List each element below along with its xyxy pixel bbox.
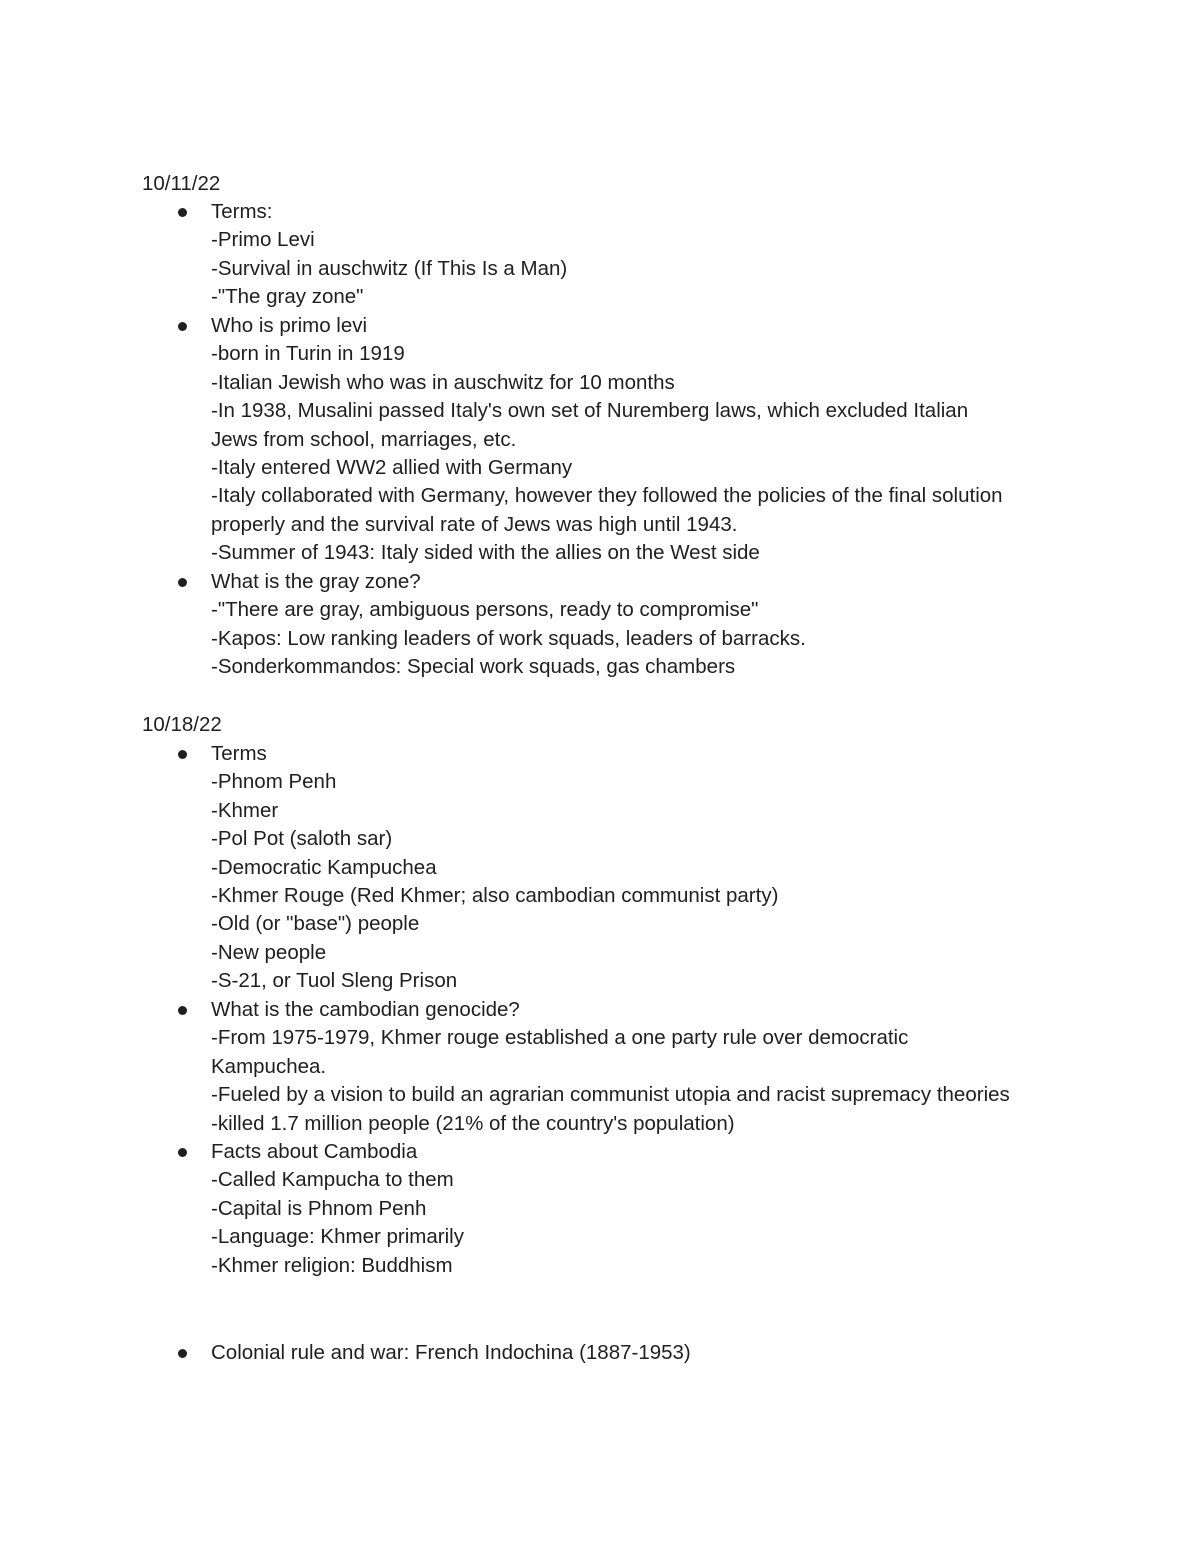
bullet-dot-icon: [178, 1349, 187, 1358]
bullet-heading: What is the cambodian genocide?: [211, 998, 520, 1021]
note-line: -In 1938, Musalini passed Italy's own set of Nuremberg laws, which excluded Italian: [211, 399, 969, 423]
bullet-dot-icon: [178, 578, 187, 587]
bullet-heading: What is the gray zone?: [211, 570, 421, 593]
note-line: -born in Turin in 1919: [211, 342, 405, 366]
note-line: -Sonderkommandos: Special work squads, gas chambers: [211, 655, 736, 679]
bullet-heading: Who is primo levi: [211, 314, 368, 337]
note-line: -Language: Khmer primarily: [211, 1225, 464, 1249]
note-line: -Khmer: [211, 798, 279, 822]
note-line: properly and the survival rate of Jews was high until 1943.: [211, 512, 738, 536]
bullet-dot-icon: [178, 208, 187, 217]
note-line: -S-21, or Tuol Sleng Prison: [211, 969, 458, 993]
note-line: -Pol Pot (saloth sar): [211, 827, 393, 851]
note-line: -Khmer Rouge (Red Khmer; also cambodian communist party): [211, 884, 779, 908]
note-line: -New people: [211, 940, 327, 964]
bullet-item: [211, 568, 1071, 682]
note-line: -Italy entered WW2 allied with Germany: [211, 456, 573, 480]
bullet-heading: Colonial rule and war: French Indochina (1887-1953): [211, 1341, 691, 1364]
bullet-heading: Terms: [211, 742, 267, 765]
note-line: -killed 1.7 million people (21% of the country's population): [211, 1111, 735, 1135]
note-line: Kampuchea.: [211, 1054, 327, 1078]
note-line: -Called Kampucha to them: [211, 1168, 454, 1192]
bullet-heading: Facts about Cambodia: [211, 1140, 418, 1163]
note-line: -Summer of 1943: Italy sided with the allies on the West side: [211, 541, 760, 565]
bullet-dot-icon: [178, 1006, 187, 1015]
note-line: -Kapos: Low ranking leaders of work squads, leaders of barracks.: [211, 626, 806, 650]
note-line: -"The gray zone": [211, 285, 364, 309]
bullet-item: [211, 198, 1071, 312]
note-line: -Capital is Phnom Penh: [211, 1196, 427, 1220]
bullet-dot-icon: [178, 322, 187, 331]
note-line: -From 1975-1979, Khmer rouge established a one party rule over democratic: [211, 1026, 909, 1050]
note-line: -Khmer religion: Buddhism: [211, 1253, 453, 1277]
note-line: -Democratic Kampuchea: [211, 855, 437, 879]
date-heading: 10/18/22: [142, 713, 222, 736]
bullet-dot-icon: [178, 750, 187, 759]
note-line: -"There are gray, ambiguous persons, ready to compromise": [211, 598, 759, 622]
note-line: -Old (or "base") people: [211, 912, 420, 936]
bullet-item: [211, 996, 1071, 1138]
note-line: -Italy collaborated with Germany, however they followed the policies of the final solution: [211, 484, 1003, 508]
bullet-item: [211, 312, 1071, 568]
bullet-item: [211, 740, 1071, 996]
note-line: -Italian Jewish who was in auschwitz for 10 months: [211, 370, 675, 394]
note-line: -Survival in auschwitz (If This Is a Man): [211, 256, 568, 280]
note-line: -Phnom Penh: [211, 770, 337, 794]
bullet-heading: Terms:: [211, 200, 273, 223]
bullet-item: [211, 1339, 1071, 1367]
bullet-dot-icon: [178, 1148, 187, 1157]
note-line: Jews from school, marriages, etc.: [211, 427, 517, 451]
bullet-item: [211, 1138, 1071, 1280]
note-line: -Primo Levi: [211, 228, 315, 252]
note-line: -Fueled by a vision to build an agrarian communist utopia and racist supremacy theories: [211, 1083, 1010, 1107]
date-heading: 10/11/22: [142, 172, 221, 195]
